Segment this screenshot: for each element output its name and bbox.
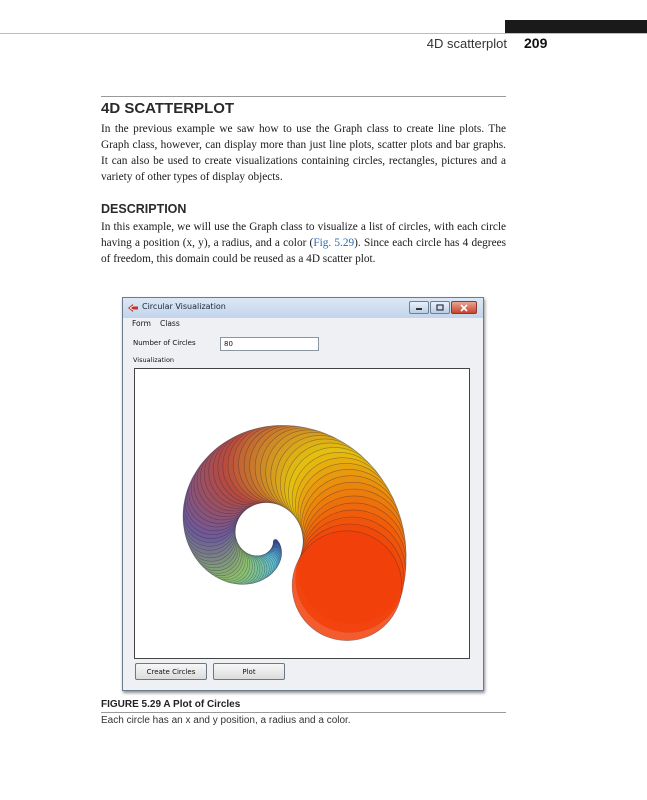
create-circles-button[interactable]: Create Circles [135, 663, 207, 680]
close-button[interactable] [451, 301, 477, 314]
minimize-icon [414, 304, 424, 311]
figure-caption-text: Each circle has an x and y position, a radius and a color. [101, 715, 351, 726]
visualization-label: Visualization [133, 356, 175, 364]
intro-paragraph: In the previous example we saw how to use the Graph class to create line plots. The Graph class, however, can display more than just line plots, scatter plots and bar graphs. It can also be used to create visualizations containing circles, rectangles, pictures and a variety of other types of display objects. [101, 123, 506, 183]
menu-form[interactable]: Form [132, 319, 151, 328]
description-text-end: ). Since each circle has 4 degrees of freedom, this domain could be reused as a 4D scatter plot. [101, 237, 506, 265]
figure-link[interactable]: Fig. 5.29 [313, 237, 355, 249]
maximize-icon [435, 304, 445, 311]
description-paragraph [101, 219, 506, 267]
circle-plot [135, 369, 469, 658]
visualization-panel [134, 368, 470, 659]
caption-rule [101, 712, 506, 713]
section-rule [101, 96, 506, 97]
figure-caption-title: FIGURE 5.29 A Plot of Circles [101, 699, 241, 710]
close-icon [459, 304, 469, 312]
count-label: Number of Circles [133, 339, 196, 347]
description-text-start: In this example, we will use the Graph class to visualize a list of circles, with each circle having a position (x, y), a radius, and a color ( [101, 221, 506, 249]
app-window [122, 297, 484, 691]
section-title: 4D SCATTERPLOT [101, 100, 235, 117]
plot-button[interactable]: Plot [213, 663, 285, 680]
page-number: 209 [524, 35, 548, 51]
description-title: DESCRIPTION [101, 202, 187, 216]
title-bar[interactable] [123, 298, 483, 318]
minimize-button[interactable] [409, 301, 429, 314]
menu-bar [123, 318, 483, 331]
header-rule [0, 33, 647, 34]
running-head: 4D scatterplot [426, 36, 507, 51]
scatter-circle [292, 531, 402, 641]
maximize-button[interactable] [430, 301, 450, 314]
header-bar [505, 20, 647, 33]
count-input[interactable] [220, 337, 319, 351]
app-icon [127, 302, 139, 314]
window-title: Circular Visualization [142, 302, 226, 311]
menu-class[interactable]: Class [160, 319, 180, 328]
